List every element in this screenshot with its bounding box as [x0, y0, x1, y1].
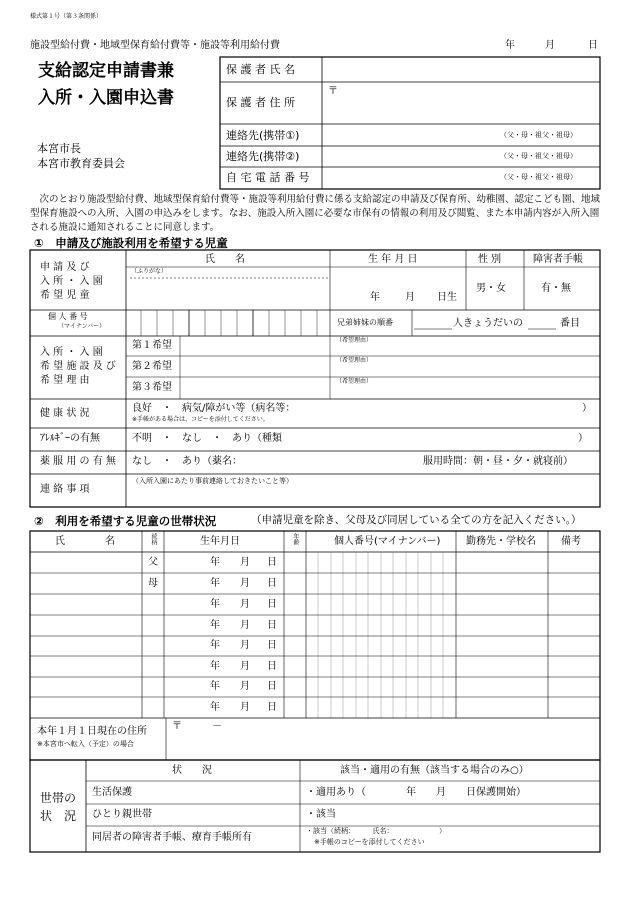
col-mynumber: 個人番号(マイナンバー) — [334, 536, 441, 547]
form-number: 様式第１号（第３条関係） — [30, 13, 103, 20]
row4-day: 日 — [267, 620, 277, 631]
gender-head: 性 別 — [478, 254, 502, 265]
contact-notes-field[interactable] — [130, 488, 598, 505]
jan1-postal: 〒 － — [172, 721, 222, 732]
gender-options[interactable]: 男・女 — [476, 283, 506, 294]
wish-3-facility-field[interactable] — [182, 379, 328, 398]
welfare-option[interactable]: ・適用あり（ 年 月 日保護開始） — [306, 787, 526, 798]
wish-label-2: 希 望 施 設 及 び — [40, 361, 116, 372]
household-label-2: 状 況 — [40, 809, 77, 823]
sibling-text: 人きょうだいの — [453, 318, 523, 329]
row5-day: 日 — [267, 640, 277, 651]
row3-month: 月 — [240, 599, 250, 610]
status-disability: 同居者の障害者手帳、療育手帳所有 — [92, 832, 252, 843]
row4-month: 月 — [240, 620, 250, 631]
status-single-parent: ひとり親世帯 — [92, 809, 152, 820]
row5-month: 月 — [240, 640, 250, 651]
date-month: 月 — [545, 40, 555, 51]
applicant-label-3: 希 望 児 童 — [40, 290, 90, 301]
contact1-relation: （父・母・祖父・祖母） — [500, 131, 577, 139]
home-phone-relation: （父・母・祖父・祖母） — [500, 173, 577, 181]
contact1-label: 連絡先(携帯①) — [226, 129, 300, 142]
row2-day: 日 — [267, 578, 277, 589]
row7-year: 年 — [210, 681, 220, 692]
sibling-suffix: 番目 — [560, 318, 580, 329]
home-phone-field[interactable] — [324, 169, 494, 187]
wish-3-label: 第３希望 — [132, 382, 172, 393]
row6-month: 月 — [240, 661, 250, 672]
section1-title: ① 申請及び施設利用を希望する児童 — [34, 236, 228, 250]
applicant-label-2: 入 所 ・ 入 園 — [40, 276, 103, 287]
wish-2-label: 第２希望 — [132, 361, 172, 372]
single-parent-option[interactable]: ・該当 — [306, 809, 336, 820]
health-label: 健 康 状 況 — [40, 408, 90, 419]
family-name-field-1[interactable] — [31, 553, 141, 572]
row6-day: 日 — [267, 661, 277, 672]
furigana-label: （ふりがな） — [131, 268, 168, 275]
contact2-field[interactable] — [324, 148, 494, 165]
copy-note: ※手帳のコピーを添付してください — [314, 838, 425, 846]
guardian-address-field[interactable] — [324, 84, 598, 122]
contact-notes-label: 連 絡 事 項 — [40, 484, 90, 495]
row8-day: 日 — [267, 702, 277, 713]
wish-1-label: 第１希望 — [132, 340, 172, 351]
intro-paragraph: 次のとおり施設型給付費、地域型保育給付費等・施設等利用給付費に係る支給認定の申請及び保育所、幼稚園、認定こども園、地域型保育施設への入所、入園の申込みをします。なお、施設入所入園に必要な市保有の情報の利用及び閲覧、また本申請内容が入所入園される施設に通知されることに同意します。 — [30, 194, 601, 233]
form-title-line1: 支給認定申請書兼 — [38, 61, 174, 81]
health-note: ※手帳がある場合は、コピーを添付してください。 — [132, 416, 269, 423]
family-name-field-4[interactable] — [31, 616, 141, 635]
health-options[interactable]: 良好 ・ 病気/障がい等（病名等： — [132, 403, 296, 414]
contact2-relation: （父・母・祖父・祖母） — [500, 152, 577, 160]
col-name: 氏 名 — [55, 536, 115, 547]
row7-day: 日 — [267, 681, 277, 692]
wish-label-1: 入 所 ・ 入 園 — [40, 347, 103, 358]
status-head: 状 況 — [172, 765, 212, 776]
allergy-label: ｱﾚﾙｷﾞｰの有無 — [40, 433, 100, 444]
disability-options[interactable]: 有・無 — [541, 283, 571, 294]
addressee-board: 本宮市教育委員会 — [37, 157, 125, 170]
col-note: 備考 — [561, 536, 581, 547]
family-name-field-8[interactable] — [31, 698, 141, 717]
contact1-field[interactable] — [324, 126, 494, 144]
jan1-address-label: 本年１月１日現在の住所 — [37, 726, 147, 737]
form-title-line2: 入所・入園申込書 — [38, 88, 174, 108]
medicine-options[interactable]: なし ・ あり（薬名： — [132, 456, 242, 467]
wish-1-reason: （希望理由） — [336, 337, 373, 344]
contact2-label: 連絡先(携帯②) — [226, 150, 300, 163]
guardian-name-label: 保 護 者 氏 名 — [226, 63, 295, 76]
disability-head: 障害者手帳 — [533, 254, 583, 265]
family-name-field-5[interactable] — [31, 637, 141, 655]
wish-label-3: 希 望 理 由 — [40, 375, 90, 386]
medicine-time[interactable]: 服用時間：朝・昼・夕・就寝前） — [423, 456, 573, 467]
col-birth: 生年月日 — [200, 536, 240, 547]
wish-3-reason: （希望理由） — [336, 378, 373, 385]
family-name-field-2[interactable] — [31, 574, 141, 593]
section2-title: ② 利用を希望する児童の世帯状況 — [34, 514, 217, 528]
family-name-field-7[interactable] — [31, 678, 141, 696]
row7-month: 月 — [240, 681, 250, 692]
row5-year: 年 — [210, 640, 220, 651]
addressee-mayor: 本宮市長 — [37, 142, 81, 155]
birth-day: 日生 — [437, 292, 457, 303]
disability-option[interactable]: ・該当（続柄： 氏名： ） — [306, 827, 446, 835]
row2-year: 年 — [210, 578, 220, 589]
row8-month: 月 — [240, 702, 250, 713]
family-name-field-6[interactable] — [31, 657, 141, 676]
guardian-address-label: 保 護 者 住 所 — [226, 96, 295, 109]
wish-2-facility-field[interactable] — [182, 358, 328, 376]
household-label-1: 世帯の — [40, 791, 77, 805]
guardian-name-field[interactable] — [324, 59, 598, 80]
birth-month: 月 — [405, 292, 415, 303]
jan1-address-field[interactable] — [168, 720, 598, 758]
row8-year: 年 — [210, 702, 220, 713]
home-phone-label: 自 宅 電 話 番 号 — [226, 171, 310, 184]
row2-month: 月 — [240, 578, 250, 589]
birth-head: 生 年 月 日 — [368, 254, 418, 265]
col-relation: 続柄 — [150, 533, 157, 545]
col-work: 勤務先・学校名 — [466, 536, 536, 547]
allergy-close: ） — [578, 433, 588, 444]
col-age: 年齢 — [292, 533, 299, 545]
birth-year: 年 — [370, 292, 380, 303]
child-name-head: 氏 名 — [205, 254, 245, 265]
child-name-field[interactable] — [130, 279, 328, 308]
row1-year: 年 — [210, 557, 220, 568]
row4-year: 年 — [210, 620, 220, 631]
relation-mother: 母 — [148, 578, 158, 589]
health-close: ） — [582, 403, 592, 414]
child-mynumber-field[interactable] — [127, 311, 329, 335]
postal-mark: 〒 — [328, 86, 338, 97]
family-name-field-3[interactable] — [31, 595, 141, 614]
relation-father: 父 — [148, 557, 158, 568]
status-welfare: 生活保護 — [92, 787, 132, 798]
medicine-label: 薬 服 用 の 有 無 — [40, 456, 116, 467]
mynumber-label: 個 人 番 号 — [48, 312, 88, 321]
row6-year: 年 — [210, 661, 220, 672]
row3-year: 年 — [210, 599, 220, 610]
date-day: 日 — [588, 40, 598, 51]
jan1-address-note: ※本宮市へ転入（予定）の場合 — [37, 740, 134, 748]
sibling-label: 兄弟姉妹の順番 — [337, 318, 393, 327]
applicable-head: 該当・適用の有無（該当する場合のみ○） — [340, 765, 529, 776]
date-year: 年 — [505, 40, 515, 51]
wish-1-facility-field[interactable] — [182, 338, 328, 355]
row3-day: 日 — [267, 599, 277, 610]
section2-note: （申請児童を除き、父母及び同居している全ての方を記入ください。） — [251, 514, 582, 526]
allergy-options[interactable]: 不明 ・ なし ・ あり（種類 — [132, 433, 282, 444]
row1-day: 日 — [267, 557, 277, 568]
mynumber-sub: （マイナンバー） — [58, 323, 106, 330]
contact-notes-hint: （入所入園にあたり事前連絡しておきたいこと等） — [132, 477, 293, 485]
wish-2-reason: （希望理由） — [336, 357, 373, 364]
benefits-title: 施設型給付費・地域型保育給付費等・施設等利用給付費 — [30, 40, 280, 51]
row1-month: 月 — [240, 557, 250, 568]
applicant-label-1: 申 請 及 び — [40, 262, 90, 273]
